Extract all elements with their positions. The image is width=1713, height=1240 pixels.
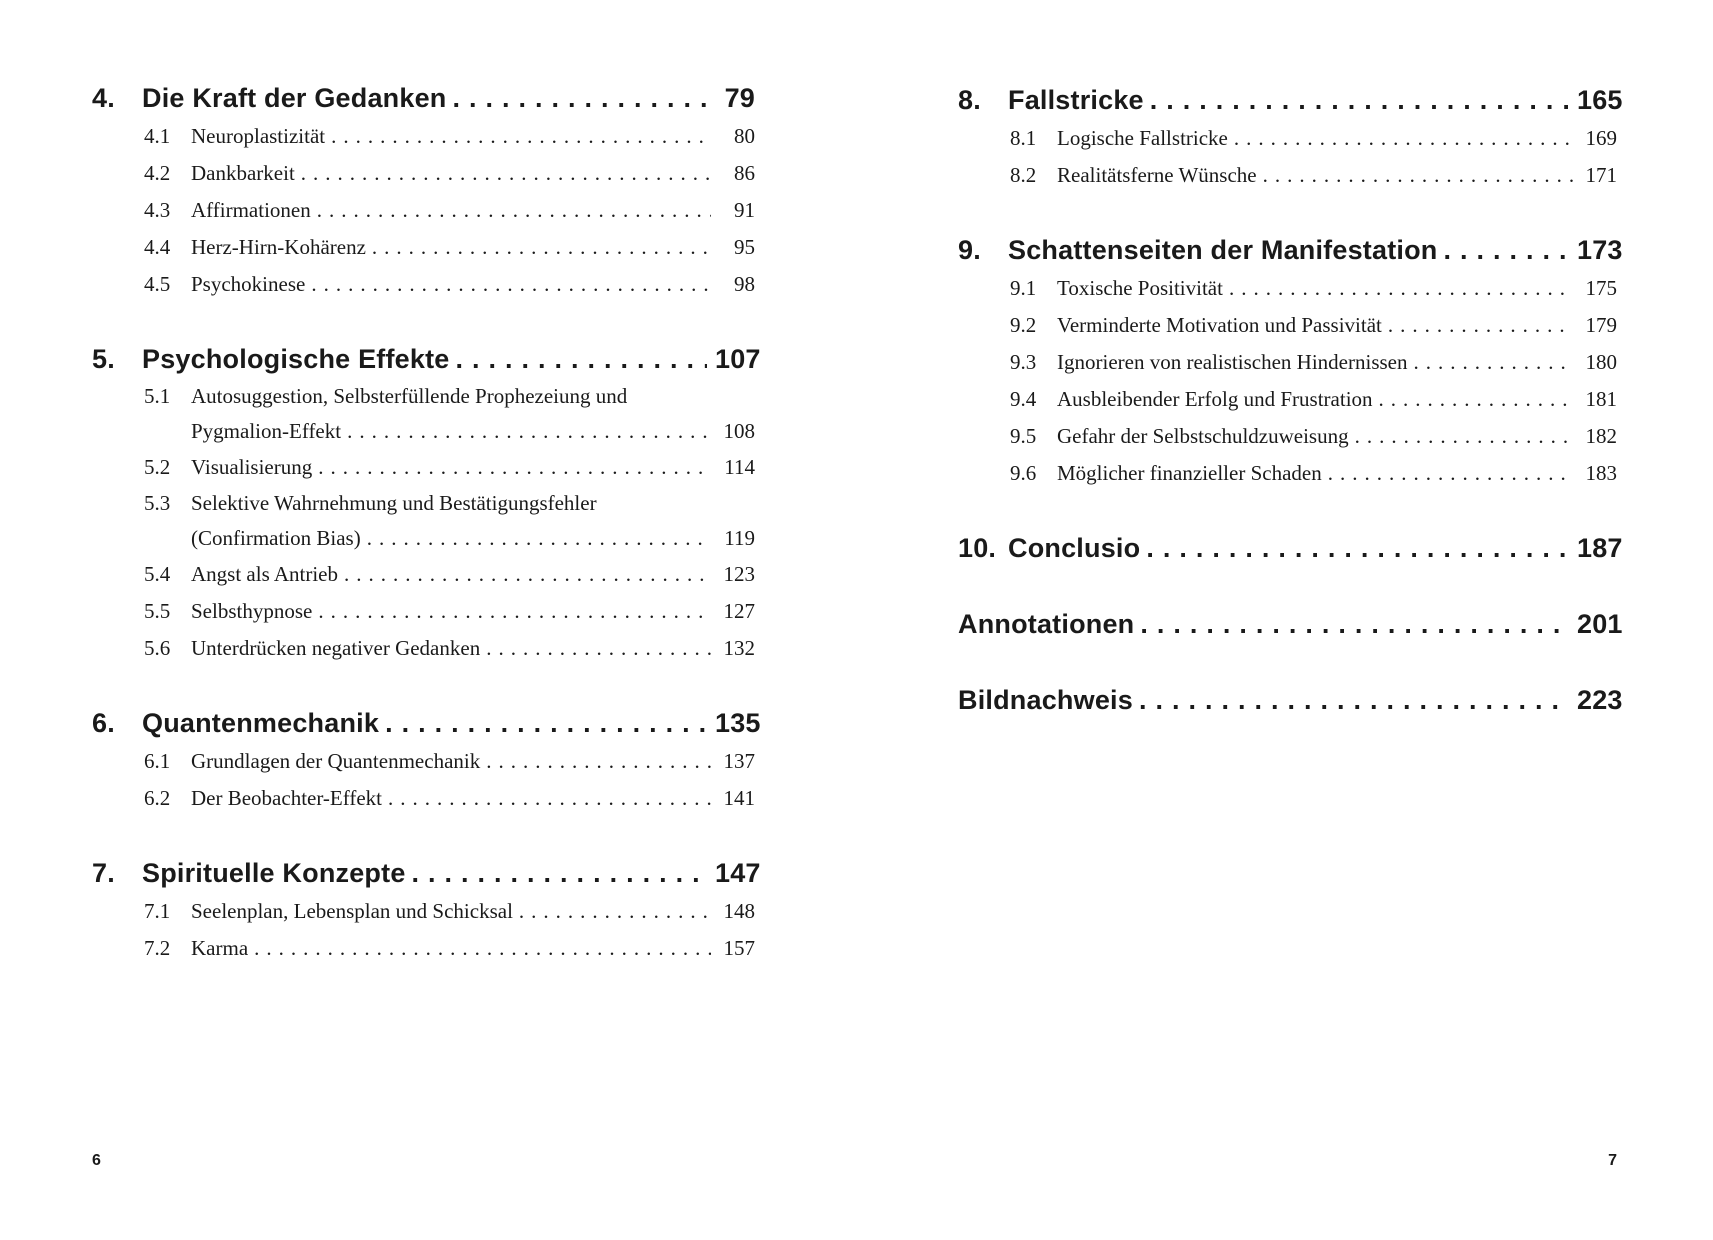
entry-number: 6.1 <box>144 749 171 773</box>
entry-line-2 <box>92 414 755 449</box>
chapter-number: 4. <box>92 83 115 113</box>
chapter-row <box>958 529 1623 568</box>
chapter-page-number: 201 <box>1577 609 1623 639</box>
chapter-row <box>958 605 1623 644</box>
entry-title: Autosuggestion, Selbsterfüllende Prophezeiung und <box>191 384 628 408</box>
toc-chapter <box>958 681 1623 720</box>
toc-chapter <box>958 605 1623 644</box>
entry-dot-leader <box>1234 120 1573 157</box>
chapter-page-number: 173 <box>1577 235 1623 265</box>
toc-chapter <box>92 854 761 967</box>
entry-row <box>92 266 755 303</box>
entry-page-number: 180 <box>1585 350 1617 374</box>
chapter-row <box>958 681 1623 720</box>
chapter-title: Bildnachweis <box>958 685 1133 715</box>
entry-dot-leader <box>486 743 711 780</box>
entry-row <box>92 379 755 449</box>
entry-title: Visualisierung <box>191 455 313 479</box>
entry-title: Toxische Positivität <box>1057 276 1223 300</box>
entry-dot-leader <box>486 630 711 667</box>
entry-row <box>92 930 755 967</box>
entry-row <box>958 344 1617 381</box>
chapter-dot-leader <box>1139 681 1569 720</box>
entry-page-number: 91 <box>734 198 755 222</box>
chapter-dot-leader <box>385 704 707 743</box>
entry-title: Selektive Wahrnehmung und Bestätigungsfehler <box>191 491 597 515</box>
entry-dot-leader <box>519 893 711 930</box>
chapter-number: 7. <box>92 858 115 888</box>
chapter-row <box>958 231 1623 270</box>
entry-number: 4.4 <box>144 235 171 259</box>
chapter-title: Conclusio <box>1008 533 1141 563</box>
entry-number: 9.1 <box>1010 276 1037 300</box>
chapter-page-number: 147 <box>715 858 761 888</box>
entry-page-number: 182 <box>1585 424 1617 448</box>
entry-title: Unterdrücken negativer Gedanken <box>191 636 481 660</box>
entry-dot-leader <box>318 449 711 486</box>
page-folio-right: 7 <box>1608 1152 1617 1169</box>
entry-line-2 <box>92 521 755 556</box>
entry-dot-leader <box>311 266 711 303</box>
entry-dot-leader <box>347 414 711 449</box>
chapter-row <box>92 704 761 743</box>
entry-number: 5.4 <box>144 562 171 586</box>
entry-page-number: 181 <box>1585 387 1617 411</box>
entry-page-number: 175 <box>1585 276 1617 300</box>
chapter-title: Schattenseiten der Manifestation <box>1008 235 1438 265</box>
entry-row <box>92 893 755 930</box>
entry-page-number: 127 <box>723 599 755 623</box>
entry-title: Gefahr der Selbstschuldzuweisung <box>1057 424 1349 448</box>
entry-number: 7.1 <box>144 899 171 923</box>
entry-page-number: 179 <box>1585 313 1617 337</box>
entry-title: Neuroplastizität <box>191 124 326 148</box>
entry-number: 5.3 <box>144 491 171 515</box>
toc-chapter <box>92 340 761 667</box>
toc-chapter <box>958 529 1623 568</box>
chapter-dot-leader <box>453 79 708 118</box>
entry-number: 4.2 <box>144 161 171 185</box>
entry-page-number: 183 <box>1585 461 1617 485</box>
entry-dot-leader <box>1413 344 1573 381</box>
entry-title: Realitätsferne Wünsche <box>1057 163 1257 187</box>
entry-title: Selbsthypnose <box>191 599 313 623</box>
chapter-number: 6. <box>92 708 115 738</box>
entry-row <box>92 556 755 593</box>
entry-page-number: 98 <box>734 272 755 296</box>
toc-chapter <box>958 81 1623 194</box>
entry-row <box>92 593 755 630</box>
entry-row <box>92 486 755 556</box>
chapter-number: 10. <box>958 533 997 563</box>
entry-number: 5.6 <box>144 636 171 660</box>
entry-dot-leader <box>1379 381 1573 418</box>
entry-page-number: 119 <box>724 526 755 550</box>
entry-dot-leader <box>1229 270 1573 307</box>
entry-dot-leader <box>301 155 711 192</box>
entry-title-continued: (Confirmation Bias) <box>191 526 361 550</box>
entry-line-1 <box>92 379 755 414</box>
entry-number: 5.2 <box>144 455 171 479</box>
entry-number: 5.1 <box>144 384 171 408</box>
chapter-row <box>92 854 761 893</box>
entry-title: Karma <box>191 936 249 960</box>
chapter-title: Die Kraft der Gedanken <box>142 83 447 113</box>
chapter-title: Fallstricke <box>1008 85 1144 115</box>
entry-page-number: 95 <box>734 235 755 259</box>
entry-dot-leader <box>1263 157 1573 194</box>
entry-row <box>958 418 1617 455</box>
chapter-row <box>92 340 761 379</box>
entry-title: Affirmationen <box>191 198 311 222</box>
entry-row <box>958 157 1617 194</box>
entry-number: 5.5 <box>144 599 171 623</box>
entry-title: Psychokinese <box>191 272 306 296</box>
entry-number: 4.5 <box>144 272 171 296</box>
entry-row <box>958 270 1617 307</box>
entry-row <box>92 743 755 780</box>
chapter-dot-leader <box>1150 81 1569 120</box>
entry-title: Grundlagen der Quantenmechanik <box>191 749 481 773</box>
entry-dot-leader <box>1328 455 1573 492</box>
entry-number: 9.2 <box>1010 313 1037 337</box>
entry-title-continued: Pygmalion-Effekt <box>191 419 342 443</box>
entry-title: Logische Fallstricke <box>1057 126 1228 150</box>
entry-dot-leader <box>331 118 711 155</box>
entry-number: 8.1 <box>1010 126 1037 150</box>
chapter-dot-leader <box>1146 529 1569 568</box>
entry-page-number: 86 <box>734 161 755 185</box>
chapter-row <box>958 81 1623 120</box>
chapter-page-number: 223 <box>1577 685 1623 715</box>
entry-row <box>92 155 755 192</box>
chapter-number: 8. <box>958 85 981 115</box>
chapter-title: Quantenmechanik <box>142 708 380 738</box>
entry-dot-leader <box>254 930 711 967</box>
entry-page-number: 80 <box>734 124 755 148</box>
entry-dot-leader <box>1355 418 1573 455</box>
chapter-title: Spirituelle Konzepte <box>142 858 406 888</box>
entry-number: 9.4 <box>1010 387 1037 411</box>
entry-row <box>958 381 1617 418</box>
entry-dot-leader <box>367 521 711 556</box>
entry-number: 7.2 <box>144 936 171 960</box>
entry-row <box>958 120 1617 157</box>
entry-number: 9.3 <box>1010 350 1037 374</box>
toc-chapter <box>958 231 1623 492</box>
entry-dot-leader <box>317 192 711 229</box>
entry-line-1 <box>92 486 755 521</box>
entry-title: Angst als Antrieb <box>191 562 338 586</box>
entry-row <box>92 192 755 229</box>
entry-row <box>958 455 1617 492</box>
entry-page-number: 171 <box>1585 163 1617 187</box>
chapter-dot-leader <box>456 340 707 379</box>
entry-dot-leader <box>344 556 711 593</box>
entry-title: Ignorieren von realistischen Hindernissen <box>1057 350 1408 374</box>
chapter-page-number: 165 <box>1577 85 1623 115</box>
entry-page-number: 169 <box>1585 126 1617 150</box>
chapter-dot-leader <box>1444 231 1570 270</box>
entry-dot-leader <box>388 780 711 817</box>
entry-number: 4.1 <box>144 124 171 148</box>
entry-title: Ausbleibender Erfolg und Frustration <box>1057 387 1373 411</box>
entry-dot-leader <box>372 229 711 266</box>
chapter-number: 9. <box>958 235 981 265</box>
entry-title: Herz-Hirn-Kohärenz <box>191 235 366 259</box>
toc-chapter <box>92 704 761 817</box>
entry-page-number: 148 <box>723 899 755 923</box>
chapter-page-number: 79 <box>724 83 755 113</box>
entry-page-number: 141 <box>723 786 755 810</box>
chapter-dot-leader <box>1140 605 1569 644</box>
entry-number: 8.2 <box>1010 163 1037 187</box>
chapter-title: Psychologische Effekte <box>142 344 450 374</box>
entry-dot-leader <box>1388 307 1573 344</box>
entry-title: Verminderte Motivation und Passivität <box>1057 313 1382 337</box>
entry-row <box>92 630 755 667</box>
chapter-page-number: 187 <box>1577 533 1623 563</box>
entry-row <box>92 229 755 266</box>
entry-number: 9.6 <box>1010 461 1037 485</box>
entry-title: Der Beobachter-Effekt <box>191 786 383 810</box>
entry-page-number: 123 <box>723 562 755 586</box>
entry-row <box>92 449 755 486</box>
chapter-row <box>92 79 755 118</box>
chapter-dot-leader <box>412 854 707 893</box>
toc-chapter <box>92 79 755 303</box>
chapter-number: 5. <box>92 344 115 374</box>
entry-number: 4.3 <box>144 198 171 222</box>
chapter-title: Annotationen <box>958 609 1135 639</box>
toc-right-page <box>958 81 1623 720</box>
entry-row <box>92 780 755 817</box>
entry-number: 9.5 <box>1010 424 1037 448</box>
chapter-page-number: 135 <box>715 708 761 738</box>
entry-title: Seelenplan, Lebensplan und Schicksal <box>191 899 513 923</box>
chapter-page-number: 107 <box>715 344 761 374</box>
entry-title: Dankbarkeit <box>191 161 295 185</box>
entry-row <box>958 307 1617 344</box>
entry-row <box>92 118 755 155</box>
entry-page-number: 114 <box>724 455 755 479</box>
entry-page-number: 108 <box>723 419 755 443</box>
page-folio-left: 6 <box>92 1152 101 1169</box>
entry-title: Möglicher finanzieller Schaden <box>1057 461 1322 485</box>
entry-page-number: 132 <box>723 636 755 660</box>
entry-number: 6.2 <box>144 786 171 810</box>
entry-dot-leader <box>318 593 711 630</box>
toc-left-page <box>92 79 761 967</box>
entry-page-number: 157 <box>723 936 755 960</box>
entry-page-number: 137 <box>723 749 755 773</box>
